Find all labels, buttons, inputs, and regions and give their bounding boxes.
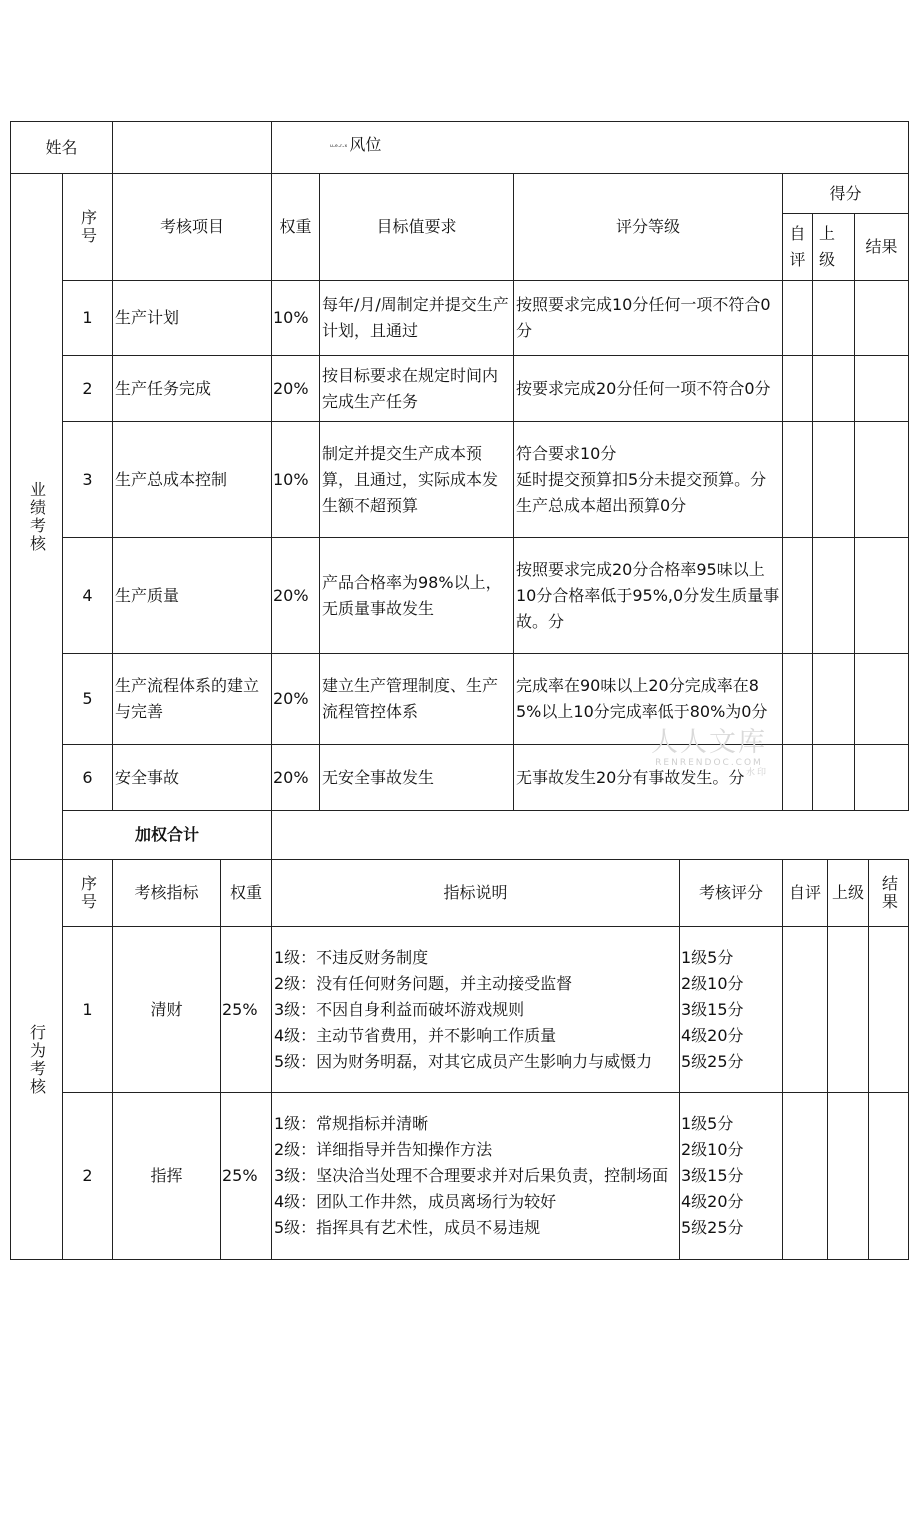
- perf-row-3-item: 生产总成本控制: [112, 421, 272, 538]
- beh-row-1-superior[interactable]: [827, 926, 869, 1093]
- perf-row-4-superior[interactable]: [812, 537, 855, 654]
- perf-row-1-grading: 按照要求完成10分任何一项不符合0分: [513, 280, 783, 356]
- position-label: 风位: [349, 135, 382, 154]
- perf-row-6-item: 安全事故: [112, 744, 272, 811]
- watermark-url-text: RENRENDOC.COM: [655, 758, 763, 768]
- beh-col-indicator: 考核指标: [112, 859, 221, 927]
- name-label: 姓名: [10, 121, 113, 174]
- perf-row-3-grading: 符合要求10分 延时提交预算扣5分未提交预算。分 生产总成本超出预算0分: [513, 421, 783, 538]
- perf-row-1-superior[interactable]: [812, 280, 855, 356]
- perf-row-6-result[interactable]: [854, 744, 909, 811]
- perf-row-5-superior[interactable]: [812, 653, 855, 745]
- performance-section-label: 业绩考核: [10, 173, 63, 860]
- beh-col-superior: 上级: [827, 859, 869, 927]
- perf-col-weight: 权重: [271, 173, 320, 281]
- perf-col-result: 结果: [854, 213, 909, 281]
- beh-row-1-weight: 25%: [220, 926, 272, 1093]
- perf-row-3-seq: 3: [62, 421, 113, 538]
- beh-col-rating: 考核评分: [679, 859, 783, 927]
- perf-row-6-weight: 20%: [271, 744, 320, 811]
- perf-row-1-item: 生产计划: [112, 280, 272, 356]
- perf-row-2-result[interactable]: [854, 355, 909, 422]
- beh-row-2-seq: 2: [62, 1092, 113, 1260]
- perf-row-1-result[interactable]: [854, 280, 909, 356]
- perf-row-6-self[interactable]: [782, 744, 813, 811]
- beh-col-result: 结果: [868, 859, 909, 927]
- beh-row-1-result[interactable]: [868, 926, 909, 1093]
- beh-row-2-indicator: 指挥: [112, 1092, 221, 1260]
- perf-row-1-seq: 1: [62, 280, 113, 356]
- perf-row-2-target: 按目标要求在规定时间内完成生产任务: [319, 355, 514, 422]
- perf-row-2-self[interactable]: [782, 355, 813, 422]
- perf-row-5-result[interactable]: [854, 653, 909, 745]
- beh-row-1-indicator: 清财: [112, 926, 221, 1093]
- perf-col-self: 自评: [782, 213, 813, 281]
- perf-row-2-superior[interactable]: [812, 355, 855, 422]
- beh-row-1-desc: 1级：不违反财务制度 2级：没有任何财务问题，并主动接受监督 3级：不因自身利益而破坏游戏规则 4级：主动节省费用，并不影响工作质量 5级：因为财务明磊，对其它成员产生影响力与威慑力: [271, 926, 680, 1093]
- perf-row-5-seq: 5: [62, 653, 113, 745]
- perf-row-4-target: 产品合格率为98%以上，无质量事故发生: [319, 537, 514, 654]
- perf-row-5-grading: 完成率在90味以上20分完成率在85%以上10分完成率低于80%为0分: [513, 653, 783, 745]
- perf-row-4-item: 生产质量: [112, 537, 272, 654]
- perf-row-4-grading: 按照要求完成20分合格率95味以上10分合格率低于95%,0分发生质量事故。分: [513, 537, 783, 654]
- perf-row-6-target: 无安全事故发生: [319, 744, 514, 811]
- perf-col-score: 得分: [782, 173, 909, 214]
- perf-row-3-result[interactable]: [854, 421, 909, 538]
- beh-row-2-self[interactable]: [782, 1092, 828, 1260]
- perf-row-3-weight: 10%: [271, 421, 320, 538]
- beh-row-1-self[interactable]: [782, 926, 828, 1093]
- beh-row-1-rating: 1级5分 2级10分 3级15分 4级20分 5级25分: [679, 926, 783, 1093]
- perf-row-1-self[interactable]: [782, 280, 813, 356]
- beh-row-2-rating: 1级5分 2级10分 3级15分 4级20分 5级25分: [679, 1092, 783, 1260]
- perf-row-4-weight: 20%: [271, 537, 320, 654]
- perf-col-grading: 评分等级: [513, 173, 783, 281]
- beh-row-2-weight: 25%: [220, 1092, 272, 1260]
- perf-row-6-grading: 无事故发生20分有事故发生。分: [513, 744, 783, 811]
- perf-row-2-weight: 20%: [271, 355, 320, 422]
- name-value-field[interactable]: [112, 121, 272, 174]
- perf-row-6-seq: 6: [62, 744, 113, 811]
- perf-row-4-seq: 4: [62, 537, 113, 654]
- perf-row-2-grading: 按要求完成20分任何一项不符合0分: [513, 355, 783, 422]
- beh-col-weight: 权重: [220, 859, 272, 927]
- beh-row-1-seq: 1: [62, 926, 113, 1093]
- perf-row-5-self[interactable]: [782, 653, 813, 745]
- perf-row-3-target: 制定并提交生产成本预算，且通过，实际成本发生额不超预算: [319, 421, 514, 538]
- weighted-total-label: 加权合计: [62, 810, 272, 860]
- perf-row-2-item: 生产任务完成: [112, 355, 272, 422]
- perf-row-3-self[interactable]: [782, 421, 813, 538]
- perf-col-seq: 序号: [62, 173, 113, 281]
- watermark-tail-text: 水印: [745, 768, 768, 778]
- watermark-logo-text: 人人文库: [651, 727, 767, 758]
- beh-col-desc: 指标说明: [271, 859, 680, 927]
- perf-col-item: 考核项目: [112, 173, 272, 281]
- position-cell: [271, 121, 909, 174]
- perf-row-1-target: 每年/月/周制定并提交生产计划，且通过: [319, 280, 514, 356]
- weighted-total-value[interactable]: [271, 810, 909, 860]
- perf-row-5-weight: 20%: [271, 653, 320, 745]
- perf-row-4-result[interactable]: [854, 537, 909, 654]
- perf-row-3-superior[interactable]: [812, 421, 855, 538]
- perf-col-target: 目标值要求: [319, 173, 514, 281]
- behavior-section-label: 行为考核: [10, 859, 63, 1260]
- perf-col-superior: 上级: [812, 213, 855, 281]
- beh-col-self: 自评: [782, 859, 828, 927]
- perf-row-5-item: 生产流程体系的建立与完善: [112, 653, 272, 745]
- beh-row-2-result[interactable]: [868, 1092, 909, 1260]
- perf-row-4-self[interactable]: [782, 537, 813, 654]
- perf-row-6-superior[interactable]: [812, 744, 855, 811]
- assessment-table: [10, 121, 909, 1260]
- perf-row-1-weight: 10%: [271, 280, 320, 356]
- beh-row-2-superior[interactable]: [827, 1092, 869, 1260]
- perf-row-2-seq: 2: [62, 355, 113, 422]
- perf-row-5-target: 建立生产管理制度、生产流程管控体系: [319, 653, 514, 745]
- beh-col-seq: 序号: [62, 859, 113, 927]
- beh-row-2-desc: 1级：常规指标并清晰 2级：详细指导并告知操作方法 3级：坚决洽当处理不合理要求并对后果负责，控制场面 4级：团队工作井然，成员离场行为较好 5级：指挥具有艺术性，成员不易违规: [271, 1092, 680, 1260]
- position-prefix: ᵤ.ₑ.ᵣ.ₓ: [330, 141, 348, 149]
